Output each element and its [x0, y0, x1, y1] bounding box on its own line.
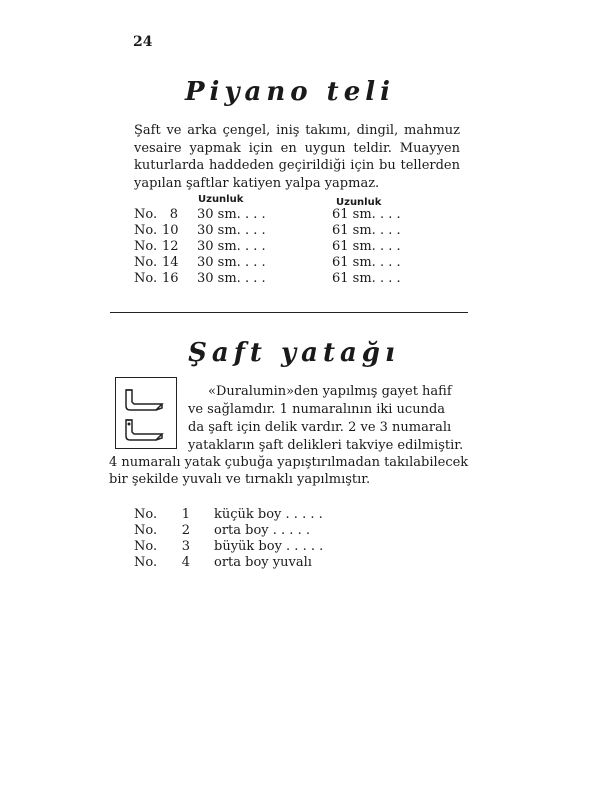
saft-yatagi-text-line: 4 numaralı yatak çubuğa yapıştırılmadan takılabilecek — [109, 455, 469, 470]
size-description: orta boy . . . . . — [214, 523, 310, 538]
row-no-label: No. — [134, 271, 158, 286]
row-number: 12 — [162, 239, 179, 254]
row-number: 8 — [169, 207, 178, 222]
length-column-header-1: Uzunluk — [198, 194, 244, 205]
size-number: 1 — [181, 507, 190, 522]
size-description: orta boy yuvalı — [214, 555, 312, 570]
page-number: 24 — [133, 34, 153, 50]
size-number: 4 — [181, 555, 190, 570]
piyano-teli-description: Şaft ve arka çengel, iniş takımı, dingil, mahmuz vesaire yapmak için en uygun teldir. Muayyen kuturlarda haddeden geçirildiği için bu tellerden yapılan şaftlar katiyen yalpa yapmaz. — [134, 123, 460, 191]
saft-yatagi-text-line: da şaft için delik vardır. 2 ve 3 numaralı — [188, 420, 452, 435]
row-number: 16 — [162, 271, 179, 286]
row-number: 10 — [162, 223, 179, 238]
saft-yatagi-text-line: «Duralumin»den yapılmış gayet hafif — [208, 384, 452, 399]
row-length-long: 61 sm. . . . — [332, 223, 401, 238]
bearing-illustration — [115, 377, 177, 449]
row-length-short: 30 sm. . . . — [197, 223, 266, 238]
row-no-label: No. — [134, 207, 158, 222]
row-no-label: No. — [134, 223, 158, 238]
bracket-icon — [116, 378, 178, 450]
row-length-long: 61 sm. . . . — [332, 271, 401, 286]
row-length-short: 30 sm. . . . — [197, 255, 266, 270]
size-no-label: No. — [134, 507, 158, 522]
saft-yatagi-text-line: yatakların şaft delikleri takviye edilmiştir. — [188, 438, 464, 453]
section-title-piyano-teli: Piyano teli — [185, 77, 395, 107]
length-column-header-2: Uzunluk — [336, 197, 382, 208]
section-divider — [110, 312, 468, 313]
size-description: büyük boy . . . . . — [214, 539, 324, 554]
size-number: 2 — [181, 523, 190, 538]
row-length-long: 61 sm. . . . — [332, 255, 401, 270]
saft-yatagi-text-line: ve sağlamdır. 1 numaralının iki ucunda — [188, 402, 446, 417]
row-length-short: 30 sm. . . . — [197, 271, 266, 286]
row-number: 14 — [162, 255, 179, 270]
saft-yatagi-text-line: bir şekilde yuvalı ve tırnaklı yapılmıştır. — [109, 472, 371, 487]
section-title-saft-yatagi: Şaft yatağı — [188, 338, 400, 368]
size-number: 3 — [181, 539, 190, 554]
row-length-long: 61 sm. . . . — [332, 239, 401, 254]
row-length-short: 30 sm. . . . — [197, 207, 266, 222]
size-no-label: No. — [134, 539, 158, 554]
row-no-label: No. — [134, 255, 158, 270]
row-length-long: 61 sm. . . . — [332, 207, 401, 222]
size-description: küçük boy . . . . . — [214, 507, 323, 522]
row-length-short: 30 sm. . . . — [197, 239, 266, 254]
size-no-label: No. — [134, 523, 158, 538]
row-no-label: No. — [134, 239, 158, 254]
size-no-label: No. — [134, 555, 158, 570]
